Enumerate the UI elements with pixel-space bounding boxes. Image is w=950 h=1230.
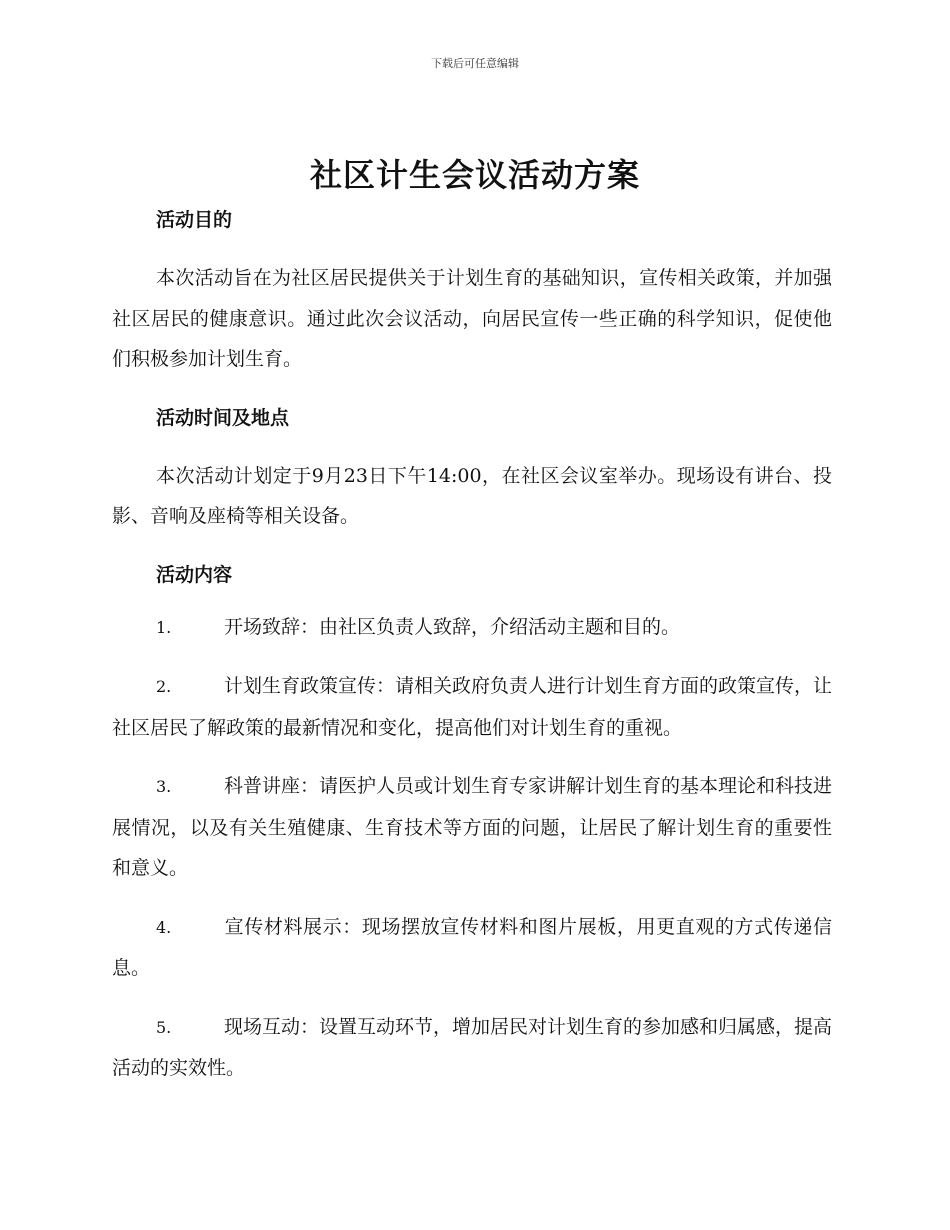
list-item xyxy=(112,907,832,989)
list-item-text: 现场互动：设置互动环节，增加居民对计划生育的参加感和归属感，提高活动的实效性。 xyxy=(112,1015,833,1079)
document-body xyxy=(112,200,832,1089)
list-item-text: 计划生育政策宣传：请相关政府负责人进行计划生育方面的政策宣传，让社区居民了解政策的最新情况和变化，提高他们对计划生育的重视。 xyxy=(112,675,833,739)
section-heading-content: 活动内容 xyxy=(156,563,233,586)
list-item-text: 科普讲座：请医护人员或计划生育专家讲解计划生育的基本理论和科技进展情况，以及有关生殖健康、生育技术等方面的问题，让居民了解计划生育的重要性和意义。 xyxy=(112,775,833,879)
header-note: 下载后可任意编辑 xyxy=(431,57,519,70)
list-item-text: 宣传材料展示：现场摆放宣传材料和图片展板，用更直观的方式传递信息。 xyxy=(112,915,832,979)
list-item-number: 5. xyxy=(156,1017,172,1037)
list-item-number: 1. xyxy=(156,617,172,637)
list-item-text: 开场致辞：由社区负责人致辞，介绍活动主题和目的。 xyxy=(224,615,681,638)
list-item-number: 3. xyxy=(156,777,172,796)
section-heading-purpose: 活动目的 xyxy=(156,209,233,231)
list-item xyxy=(112,607,832,649)
list-item-number: 4. xyxy=(156,917,172,937)
list-item xyxy=(112,1007,832,1089)
list-item xyxy=(112,666,832,748)
section-text-time-place: 本次活动计划定于9月23日下午14:00，在社区会议室举办。现场设有讲台、投影、音响及座椅等相关设备。 xyxy=(112,464,832,527)
list-item xyxy=(112,766,832,889)
page-title: 社区计生会议活动方案 xyxy=(309,156,640,194)
section-text-purpose: 本次活动旨在为社区居民提供关于计划生育的基础知识，宣传相关政策，并加强社区居民的健康意识。通过此次会议活动，向居民宣传一些正确的科学知识，促使他们积极参加计划生育。 xyxy=(112,267,832,370)
section-heading-time-place: 活动时间及地点 xyxy=(156,406,290,429)
list-item-number: 2. xyxy=(156,677,172,696)
